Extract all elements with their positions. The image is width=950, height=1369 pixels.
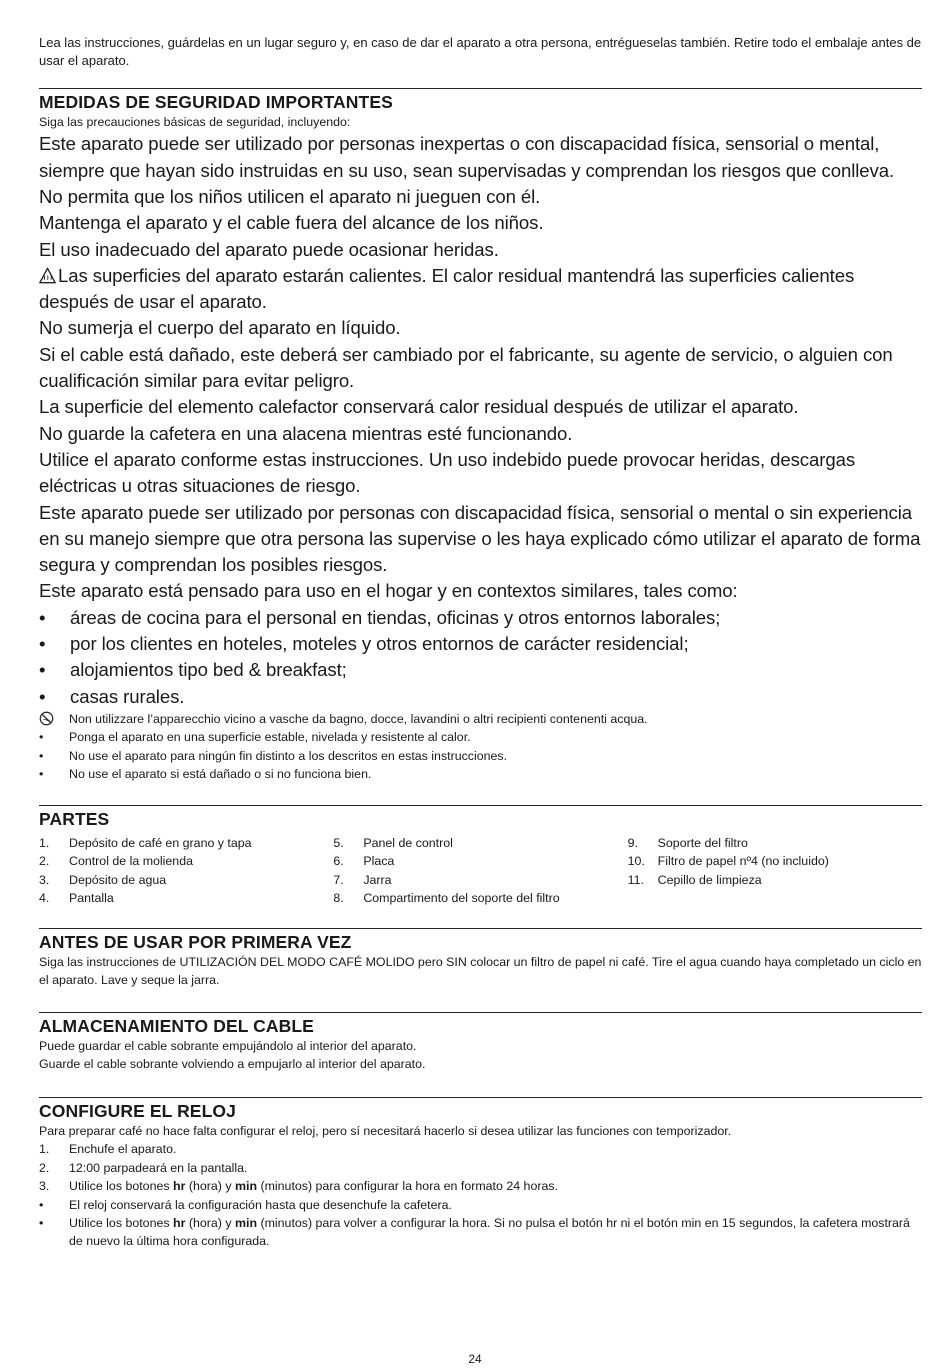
part-item: 10. Filtro de papel nº4 (no incluido) [627,854,829,869]
section-divider [39,1097,922,1098]
parts-heading: PARTES [39,809,110,829]
parts-list [39,834,922,908]
parts-column [39,834,333,908]
safety-small-list [39,710,922,784]
first-use-heading: ANTES DE USAR POR PRIMERA VEZ [39,932,352,952]
safety-line: No sumerja el cuerpo del aparato en líquido. [39,317,401,339]
part-item: 9. Soporte del filtro [627,836,748,850]
section-divider [39,1012,922,1013]
clock-section [39,1097,922,1251]
safety-line: Utilice el aparato conforme estas instrucciones. Un uso indebido puede provocar heridas, descargas eléctricas u otras situaciones de riesgo. [39,448,856,497]
part-item: 8. Compartimento del soporte del filtro [333,891,560,906]
safety-line: No permita que los niños utilicen el aparato ni jueguen con él. [39,186,541,207]
first-use-section [39,928,922,990]
clock-bullet: • Utilice los botones hr (hora) y min (minutos) para volver a configurar la hora. Si no pulsa el botón hr ni el botón min en 15 segundos, la cafetera mostrará de nuevo la última hora configurada. [39,1216,910,1249]
hot-surface-warning [39,263,922,316]
page-number: 24 [468,1352,482,1366]
safety-section [39,88,922,784]
safety-bullet: • No use el aparato si está dañado o si no funciona bien. [39,767,372,782]
safety-line: La superficie del elemento calefactor conservará calor residual después de utilizar el aparato. [39,396,799,418]
water-warning: Non utilizzare l’apparecchio vicino a vasche da bagno, docce, lavandini o altri recipienti contenenti acqua. [39,710,922,728]
part-item: 4. Pantalla [39,891,114,906]
part-item: 3. Depósito de agua [39,872,167,887]
clock-step: 2. 12:00 parpadeará en la pantalla. [39,1160,248,1175]
section-divider [39,805,922,806]
first-use-text: Siga las instrucciones de UTILIZACIÓN DEL MODO CAFÉ MOLIDO pero SIN colocar un filtro de papel ni café. Tire el agua cuando haya completado un ciclo en el aparato. Lave y seque la jarra. [39,955,922,988]
safety-line: No guarde la cafetera en una alacena mientras esté funcionando. [39,422,573,444]
context-bullet: • casas rurales. [39,685,185,707]
part-item: 2. Control de la molienda [39,854,193,869]
part-item: 11. Cepillo de limpieza [627,872,762,887]
clock-text [39,1122,922,1251]
parts-column [628,834,922,908]
part-item: 6. Placa [333,854,395,869]
clock-step: 3. Utilice los botones hr (hora) y min (minutos) para configurar la hora en formato 24 horas. [39,1179,558,1194]
section-divider [39,88,922,89]
hot-warning-text: Las superficies del aparato estarán calientes. El calor residual mantendrá las superficies calientes después de usar el aparato. [39,264,855,313]
part-item: 7. Jarra [333,872,392,887]
safety-bullet: • Ponga el aparato en una superficie estable, nivelada y resistente al calor. [39,730,471,745]
cable-text: Puede guardar el cable sobrante empujándolo al interior del aparato. Guarde el cable sobrante volviendo a empujarlo al interior del aparato. [39,1039,426,1072]
clock-heading: CONFIGURE EL RELOJ [39,1101,236,1121]
part-item: 1. Depósito de café en grano y tapa [39,836,252,850]
cable-heading: ALMACENAMIENTO DEL CABLE [39,1016,314,1036]
safety-bullet: • No use el aparato para ningún fin distinto a los descritos en estas instrucciones. [39,748,508,763]
intro-paragraph: Lea las instrucciones, guárdelas en un lugar seguro y, en caso de dar el aparato a otra persona, entrégueselas también. Retire todo el embalaje antes de usar el aparato. [39,35,922,68]
safety-line: El uso inadecuado del aparato puede ocasionar heridas. [39,238,499,260]
safety-subtitle: Siga las precauciones básicas de seguridad, incluyendo: [39,115,351,129]
safety-line: Este aparato puede ser utilizado por personas con discapacidad física, sensorial o mental o sin experiencia en su manejo siempre que otra persona las supervise o les haya explicado cómo utilizar el aparato de forma segura y comprendan los posibles riesgos. [39,501,921,576]
section-divider [39,928,922,929]
safety-line: Mantenga el aparato y el cable fuera del alcance de los niños. [39,212,544,234]
clock-step: 1. Enchufe el aparato. [39,1142,177,1157]
context-bullet: • por los clientes en hoteles, moteles y otros entornos de carácter residencial; [39,633,689,655]
context-bullet: • áreas de cocina para el personal en tiendas, oficinas y otros entornos laborales; [39,606,721,628]
context-bullet: • alojamientos tipo bed & breakfast; [39,659,347,681]
clock-intro: Para preparar café no hace falta configurar el reloj, pero sí necesitará hacerlo si desea utilizar las funciones con temporizador. [39,1124,732,1138]
safety-line: Este aparato está pensado para uso en el hogar y en contextos similares, tales como: [39,580,738,602]
clock-bullet: • El reloj conservará la configuración hasta que desenchufe la cafetera. [39,1197,452,1212]
parts-column [333,834,627,908]
safety-line: Este aparato puede ser utilizado por personas inexpertas o con discapacidad física, sensorial o mental, siempre que hayan sido instruidas en su uso, sean supervisadas y comprendan los riesgos que conlleva. [39,133,895,181]
cable-section [39,1012,922,1074]
safety-line: Si el cable está dañado, este deberá ser cambiado por el fabricante, su agente de servicio, o alguien con cualificación similar para evitar peligro. [39,343,893,392]
parts-section [39,805,922,908]
no-water-icon [39,711,54,726]
part-item: 5. Panel de control [333,836,453,850]
warning-triangle-icon [39,267,56,284]
safety-body [39,131,922,710]
safety-heading: MEDIDAS DE SEGURIDAD IMPORTANTES [39,92,393,112]
